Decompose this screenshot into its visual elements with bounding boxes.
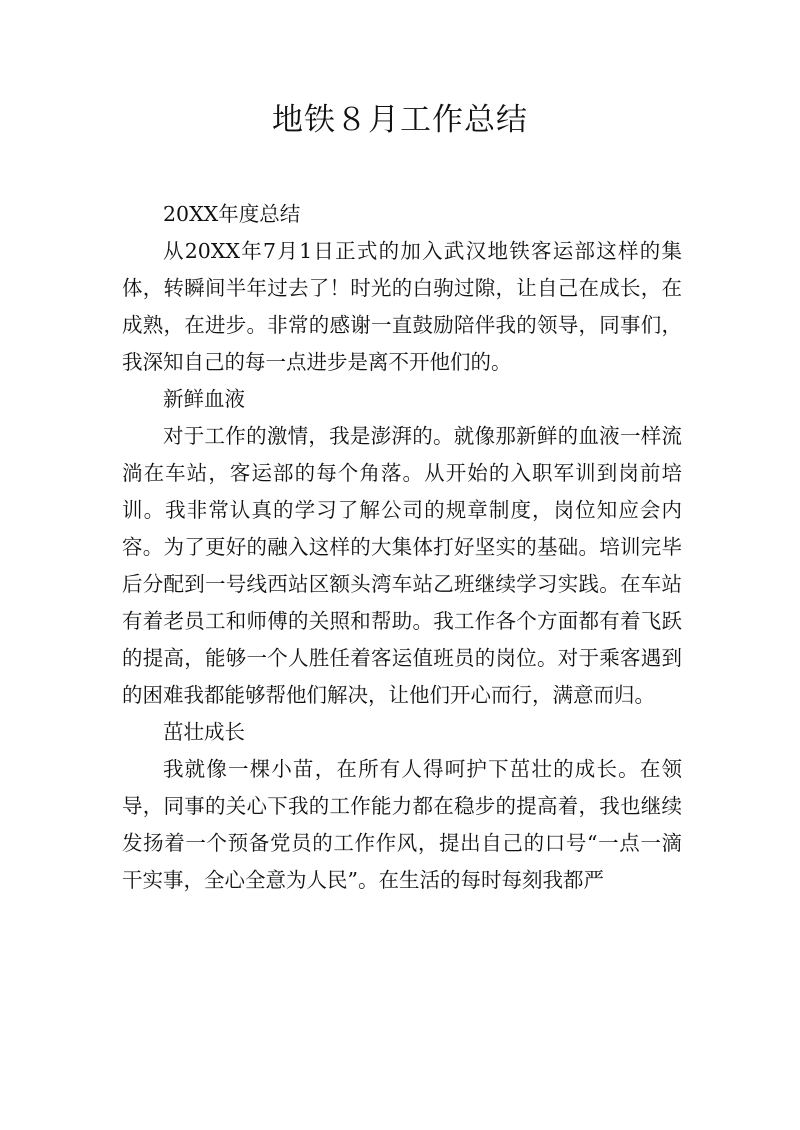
body-paragraph: 从20XX年7月1日正式的加入武汉地铁客运部这样的集体，转瞬间半年过去了！时光的白驹过隙，让自己在成长，在成熟，在进步。非常的感谢一直鼓励陪伴我的领导，同事们，我深知自己的每一点进步是离不开他们的。 — [122, 239, 682, 374]
section-heading-fresh-blood: 新鲜血液 — [163, 387, 245, 411]
section-heading-annual-summary: 20XX年度总结 — [163, 202, 301, 226]
body-paragraph: 对于工作的激情，我是澎湃的。就像那新鲜的血液一样流淌在车站，客运部的每个角落。从开始的入职军训到岗前培训。我非常认真的学习了解公司的规章制度，岗位知应会内容。为了更好的融入这样的大集体打好坚实的基础。培训完毕后分配到一号线西站区额头湾车站乙班继续学习实践。在车站有着老员工和师傅的关照和帮助。我工作各个方面都有着飞跃的提高，能够一个人胜任着客运值班员的岗位。对于乘客遇到的困难我都能够帮他们解决，让他们开心而行，满意而归。 — [122, 424, 682, 707]
document-title: 地铁８月工作总结 — [272, 102, 528, 138]
section-heading-growing-strong: 茁壮成长 — [163, 720, 245, 744]
document-body — [122, 196, 682, 899]
body-paragraph: 我就像一棵小苗，在所有人得呵护下茁壮的成长。在领导，同事的关心下我的工作能力都在稳步的提高着，我也继续发扬着一个预备党员的工作作风，提出自己的口号“一点一滴干实事，全心全意为人民”。在生活的每时每刻我都严 — [122, 757, 682, 892]
